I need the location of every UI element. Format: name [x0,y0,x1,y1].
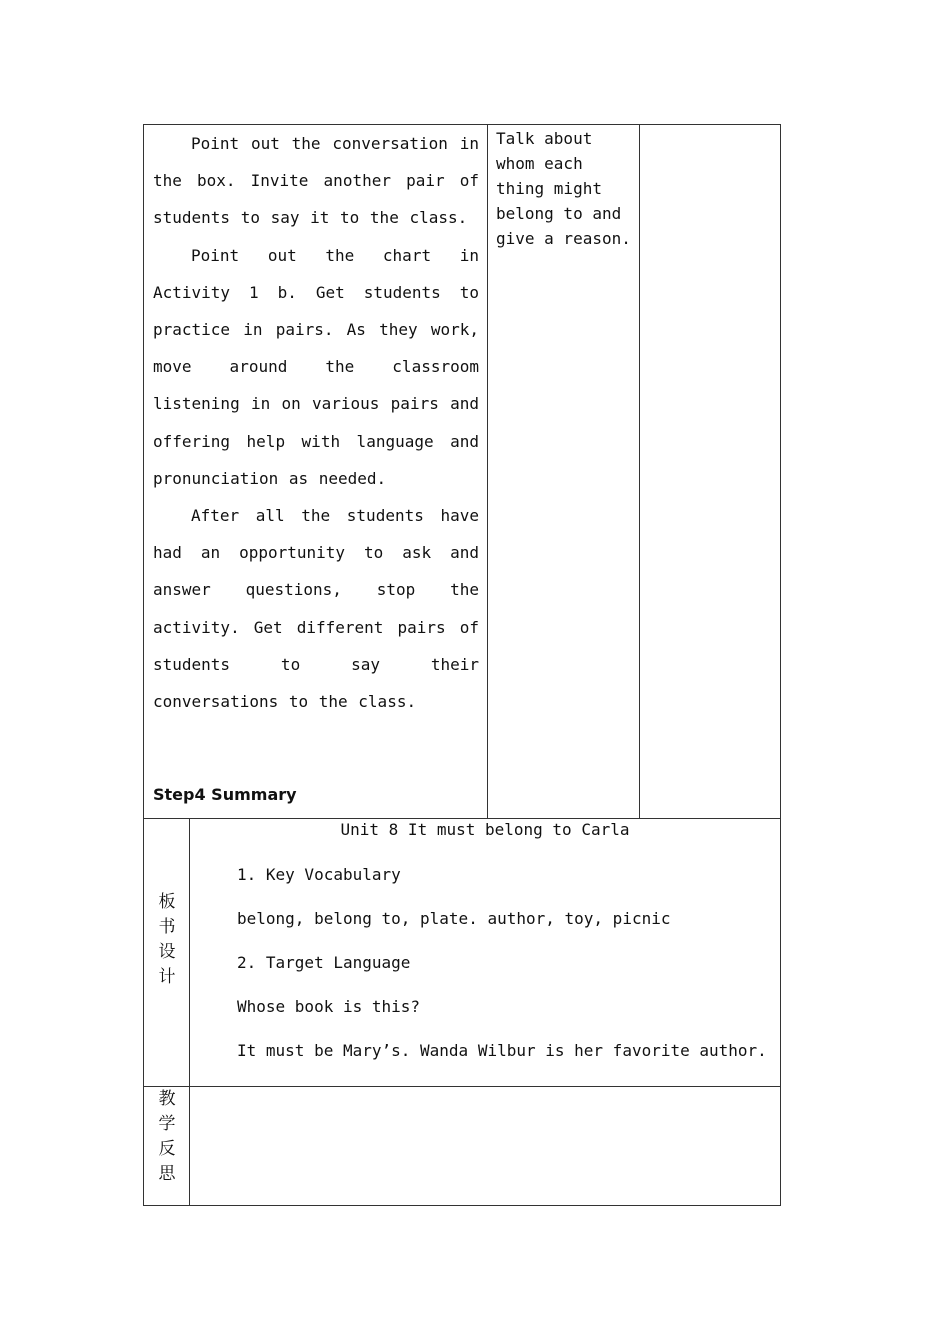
label-char: 计 [158,967,176,987]
table-left-border [143,124,144,1206]
label-char: 设 [158,942,176,962]
label-char: 教 [158,1089,176,1109]
table-right-border [780,124,781,1206]
column-divider-1 [487,124,488,819]
step-heading: Step4 Summary [153,785,297,804]
blackboard-line: belong, belong to, plate. author, toy, picnic [237,909,671,928]
label-char: 思 [158,1164,176,1184]
reflection-content-cell [190,1087,780,1205]
blackboard-title: Unit 8 It must belong to Carla [340,820,630,839]
procedure-paragraph: Point out the conversation in the box. Invite another pair of students to say it to the class. [153,134,479,228]
procedure-paragraph: After all the students have had an opportunity to ask and answer questions, stop the activity. Get different pairs of students to say their conversations to the class. [153,506,479,712]
blackboard-design-label [144,890,190,990]
procedure-text [153,124,479,720]
blackboard-line: It must be Mary’s. Wanda Wilbur is her favorite author. [237,1041,767,1060]
procedure-paragraph: Point out the chart in Activity 1 b. Get students to practice in pairs. As they work, move around the classroom listening in on various pairs and offering help with language and pronunciation as needed. [153,245,479,488]
label-char: 反 [158,1139,176,1159]
label-char: 学 [158,1114,176,1134]
column-divider-2 [639,124,640,819]
blackboard-line: 1. Key Vocabulary [237,865,401,884]
teaching-reflection-label [144,1087,190,1187]
blackboard-line: 2. Target Language [237,953,411,972]
label-char: 书 [158,917,176,937]
label-char: 板 [158,892,176,912]
row-divider-1 [143,818,781,819]
table-bottom-border [143,1205,781,1206]
student-activity-text: Talk about whom each thing might belong to and give a reason. [496,129,631,248]
blackboard-line: Whose book is this? [237,997,421,1016]
